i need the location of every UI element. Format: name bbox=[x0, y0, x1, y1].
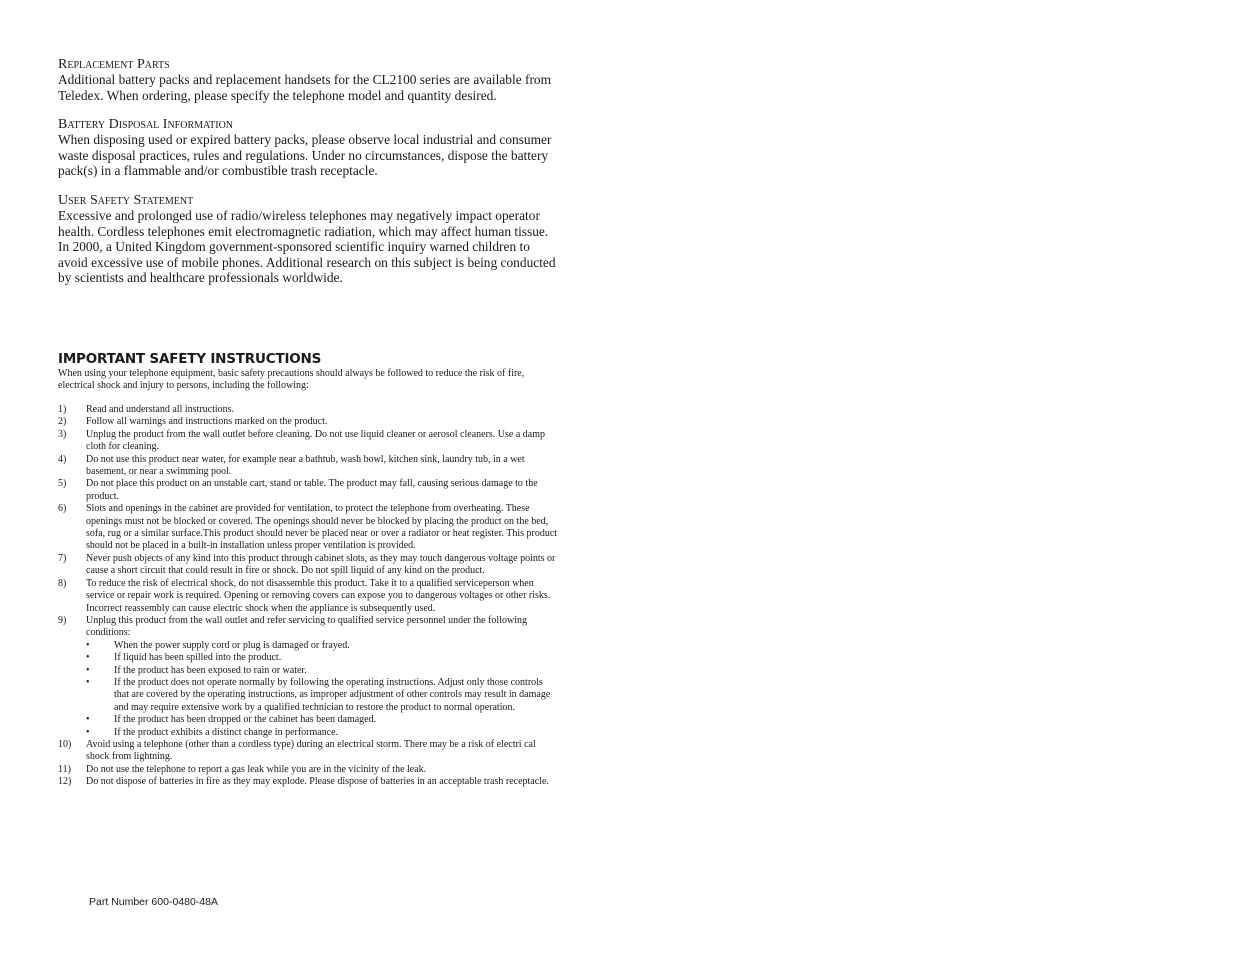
item-number: 1) bbox=[58, 404, 67, 415]
item-text: Do not place this product on an unstable cart, stand or table. The product may fall, causing serious damage to the product. bbox=[86, 478, 538, 502]
condition-text: If the product has been dropped or the cabinet has been damaged. bbox=[114, 714, 377, 726]
section-replacement-parts bbox=[58, 57, 558, 103]
bullet-icon: • bbox=[86, 639, 90, 651]
bullet-icon: • bbox=[86, 664, 90, 676]
condition-item bbox=[58, 640, 558, 652]
item-text: Read and understand all instructions. bbox=[86, 404, 235, 415]
condition-text: If the product has been exposed to rain or water. bbox=[114, 664, 307, 676]
item-number: 2) bbox=[58, 416, 67, 428]
safety-instructions-title: IMPORTANT SAFETY INSTRUCTIONS bbox=[58, 351, 322, 367]
part-number: Part Number 600-0480-48A bbox=[89, 896, 218, 908]
section-body: When disposing used or expired battery packs, please observe local industrial and consumer waste disposal practices, rules and regulations. Under no circumstances, dispose the battery pack(s) in a flammable and/or combustible trash receptacle. bbox=[58, 132, 552, 179]
item-number: 12) bbox=[58, 776, 72, 788]
item-text: Do not dispose of batteries in fire as they may explode. Please dispose of batteries in an acceptable trash receptacle. bbox=[86, 776, 549, 788]
section-heading: Battery Disposal Information bbox=[58, 117, 234, 133]
section-body: Additional battery packs and replacement handsets for the CL2100 series are available from Teledex. When ordering, please specify the telephone model and quantity desired. bbox=[58, 72, 552, 103]
bullet-icon: • bbox=[86, 714, 90, 726]
condition-text: If liquid has been spilled into the product. bbox=[114, 652, 282, 664]
item-text: Follow all warnings and instructions marked on the product. bbox=[86, 416, 328, 428]
list-item bbox=[58, 615, 558, 640]
condition-item bbox=[58, 727, 558, 739]
item-text: Slots and openings in the cabinet are provided for ventilation, to protect the telephone from overheating. These openings must not be blocked or covered. The openings should never be blocked by placing the product on the bed, sofa, rug or a similar surface.This product should never be placed near or over a radiator or heat register. This product should not be placed in a built-in installation unless proper ventilation is provided. bbox=[86, 503, 558, 552]
item-number: 4) bbox=[58, 453, 67, 465]
item-number: 6) bbox=[58, 503, 67, 515]
bullet-icon: • bbox=[86, 676, 90, 688]
instructions-list bbox=[58, 404, 558, 789]
list-item bbox=[58, 416, 558, 428]
condition-item bbox=[58, 714, 558, 726]
item-text: Unplug this product from the wall outlet and refer servicing to qualified service personnel under the following conditions: bbox=[86, 614, 527, 639]
item-text: Avoid using a telephone (other than a cordless type) during an electrical storm. There may be a risk of electri cal shock from lightning. bbox=[86, 738, 536, 763]
condition-item bbox=[58, 677, 558, 714]
item-number: 11) bbox=[58, 763, 71, 775]
list-item bbox=[58, 404, 558, 416]
section-heading: User Safety Statement bbox=[58, 192, 194, 208]
item-text: Do not use the telephone to report a gas leak while you are in the vicinity of the leak. bbox=[86, 763, 427, 775]
list-item bbox=[58, 553, 558, 578]
list-item bbox=[58, 739, 558, 764]
item-number: 7) bbox=[58, 552, 67, 564]
condition-text: If the product does not operate normally by following the operating instructions. Adjust only those controls that are covered by the operating instructions, as improper adjustment of other controls may result in damage and may require extensive work by a qualified technician to restore the product to normal operation. bbox=[114, 676, 551, 713]
condition-item bbox=[58, 652, 558, 664]
item-text: Unplug the product from the wall outlet before cleaning. Do not use liquid cleaner or aerosol cleaners. Use a damp cloth for cleaning. bbox=[86, 428, 546, 453]
manual-page bbox=[58, 57, 558, 788]
item-text: Do not use this product near water, for example near a bathtub, wash bowl, kitchen sink, laundry tub, in a wet basement, or near a swimming pool. bbox=[86, 453, 525, 478]
list-item bbox=[58, 454, 558, 479]
list-item bbox=[58, 578, 558, 615]
list-item bbox=[58, 776, 558, 788]
list-item bbox=[58, 478, 558, 503]
safety-intro: When using your telephone equipment, basic safety precautions should always be followed to reduce the risk of fire, electrical shock and injury to persons, including the following: bbox=[58, 368, 525, 391]
section-heading: Replacement Parts bbox=[58, 57, 170, 72]
item-number: 3) bbox=[58, 428, 67, 440]
item-number: 8) bbox=[58, 577, 67, 589]
list-item bbox=[58, 764, 558, 776]
list-item bbox=[58, 503, 558, 553]
list-item bbox=[58, 429, 558, 454]
item-number: 9) bbox=[58, 614, 67, 626]
condition-text: When the power supply cord or plug is damaged or frayed. bbox=[114, 639, 350, 651]
section-battery-disposal bbox=[58, 117, 558, 179]
condition-item bbox=[58, 665, 558, 677]
item-text: Never push objects of any kind into this product through cabinet slots, as they may touch dangerous voltage points or cause a short circuit that could result in fire or shock. Do not spill liquid of any kind on the product. bbox=[86, 552, 556, 577]
bullet-icon: • bbox=[86, 652, 90, 664]
condition-text: If the product exhibits a distinct change in performance. bbox=[114, 726, 339, 738]
bullet-icon: • bbox=[86, 726, 90, 738]
item-number: 10) bbox=[58, 738, 72, 750]
section-user-safety bbox=[58, 193, 558, 286]
item-text: To reduce the risk of electrical shock, do not disassemble this product. Take it to a qualified serviceperson when service or repair work is required. Opening or removing covers can expose you to dangerous voltages or other risks. Incorrect reassembly can cause electric shock when the appliance is subsequently used. bbox=[86, 577, 551, 614]
item-number: 5) bbox=[58, 478, 67, 490]
section-body: Excessive and prolonged use of radio/wireless telephones may negatively impact operator health. Cordless telephones emit electromagnetic radiation, which may affect human tissue. In 2000, a United Kingdom government-sponsored scientific inquiry warned children to avoid excessive use of mobile phones. Additional research on this subject is being conducted by scientists and healthcare professionals worldwide. bbox=[58, 207, 556, 286]
